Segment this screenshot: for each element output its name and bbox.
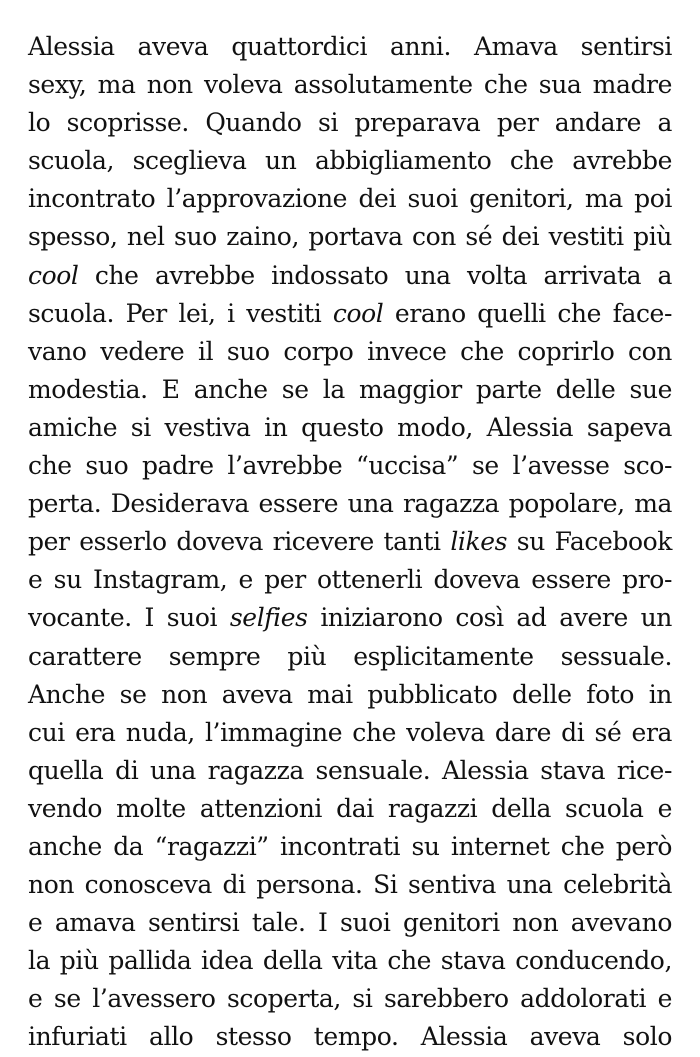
body-paragraph [28,28,672,1057]
text-segment: scuola. Per lei, i vestiti [28,298,333,328]
text-segment: anche da “ragazzi” incontrati su internet che però [28,831,672,861]
text-segment: cui era nuda, l’immagine che voleva dare di sé era [28,717,672,747]
text-line [28,142,672,180]
text-line [28,523,672,561]
text-line [28,409,672,447]
text-line [28,371,672,409]
text-segment: Alessia aveva quattordici anni. Amava sentirsi [28,32,672,61]
text-segment: erano quelli che face- [383,298,672,328]
text-line [28,218,672,256]
text-segment: e amava sentirsi tale. I suoi genitori non avevano [28,908,672,938]
text-line [28,447,672,485]
text-segment: quella di una ragazza sensuale. Alessia stava rice- [28,755,672,785]
text-segment: lo scoprisse. Quando si preparava per andare a [28,108,672,138]
text-segment: perta. Desiderava essere una ragazza popolare, ma [28,489,672,519]
text-segment: iniziarono così ad avere un [307,603,672,633]
text-line [28,333,672,371]
text-line [28,599,672,637]
text-line [28,752,672,790]
text-line [28,28,672,66]
text-segment: scuola, sceglieva un abbigliamento che avrebbe [28,146,672,176]
text-segment: incontrato l’approvazione dei suoi genitori, ma poi [28,184,672,214]
text-segment: Anche se non aveva mai pubblicato delle foto in [28,679,672,709]
text-segment: che avrebbe indossato una volta arrivata a [78,260,672,290]
text-segment: per esserlo doveva ricevere tanti [28,527,451,557]
text-segment: vocante. I suoi [28,603,230,633]
text-line [28,676,672,714]
text-line [28,904,672,942]
italic-term: cool [332,298,384,328]
text-line [28,714,672,752]
text-segment: la più pallida idea della vita che stava conducendo, [28,946,672,976]
text-line [28,485,672,523]
italic-term: selfies [229,603,308,633]
text-line [28,561,672,599]
text-line [28,638,672,676]
text-segment: non conosceva di persona. Si sentiva una celebrità [28,870,672,900]
text-segment: vano vedere il suo corpo invece che coprirlo con [28,336,672,366]
text-segment: infuriati allo stesso tempo. Alessia aveva solo [28,1022,672,1052]
italic-term: likes [450,527,508,557]
text-segment: e se l’avessero scoperta, si sarebbero addolorati e [28,984,672,1014]
text-line [28,942,672,980]
text-line [28,257,672,295]
text-line [28,180,672,218]
text-segment: modestia. E anche se la maggior parte delle sue [28,374,672,404]
text-segment: che suo padre l’avrebbe “uccisa” se l’avesse sco- [28,451,672,481]
text-segment: spesso, nel suo zaino, portava con sé dei vestiti più [28,222,672,252]
text-segment: e su Instagram, e per ottenerli doveva essere pro- [28,565,672,595]
text-line [28,295,672,333]
text-segment: sexy, ma non voleva assolutamente che sua madre [28,70,672,100]
text-line [28,66,672,104]
text-segment: amiche si vestiva in questo modo, Alessia sapeva [28,412,672,442]
text-line [28,1018,672,1056]
text-line [28,104,672,142]
text-line [28,828,672,866]
text-line [28,866,672,904]
text-line [28,790,672,828]
text-segment: carattere sempre più esplicitamente sessuale. [28,641,672,671]
italic-term: cool [28,260,79,290]
text-segment: vendo molte attenzioni dai ragazzi della scuola e [28,793,672,823]
text-segment: su Facebook [507,527,672,557]
